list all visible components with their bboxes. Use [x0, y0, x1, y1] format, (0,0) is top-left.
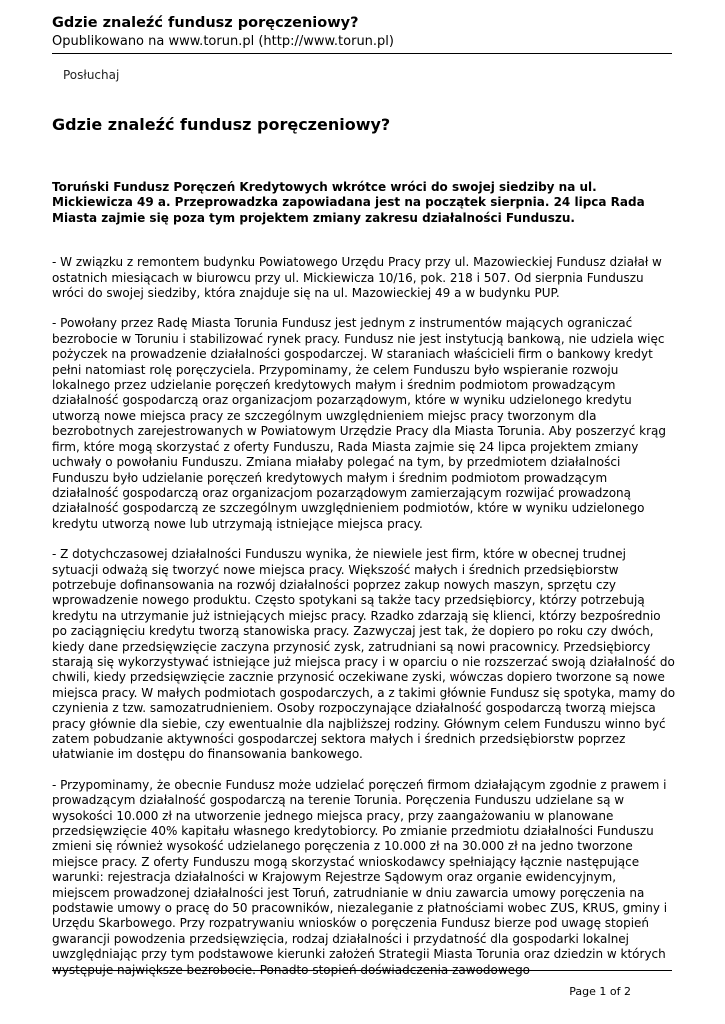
- article-paragraph: - Przypominamy, że obecnie Fundusz może udzielać poręczeń firmom działającym zgodnie z prawem i prowadzącym działalność gospodarczą na terenie Torunia. Poręczenia Funduszu udzielane są w wysokości 10.000 zł na utworzenie jednego miejsca pracy, przy zaangażowaniu w planowane przedsięwzięcie 40% kapitału własnego kredytobiorcy. Po zmianie przedmiotu działalności Funduszu zmieni się również wysokość udzielanego poręczenia z 10.000 zł na 30.000 zł na jedno tworzone miejsce pracy. Z oferty Funduszu mogą skorzystać wnioskodawcy spełniający łącznie następujące warunki: rejestracja działalności w Krajowym Rejestrze Sądowym oraz organie ewidencyjnym, miejscem prowadzonej działalności jest Toruń, zatrudnianie w dniu zawarcia umowy poręczenia na podstawie umowy o pracę do 50 pracowników, niezaleganie z płatnościami wobec ZUS, KRUS, gminy i Urzędu Skarbowego. Przy rozpatrywaniu wniosków o poręczenia Fundusz bierze pod uwagę stopień gwarancji powodzenia przedsięwzięcia, rodzaj działalności i przydatność dla gospodarki lokalnej uwzględniając przy tym podstawowe kierunki założeń Strategii Miasta Torunia oraz dziedzin w których występuje największe bezrobocie. Ponadto stopień doświadczenia zawodowego: [52, 777, 668, 977]
- article-lead: Toruński Fundusz Poręczeń Kredytowych wkrótce wróci do swojej siedziby na ul. Mickiewicza 49 a. Przeprowadzka zapowiadana jest na początek sierpnia. 24 lipca Rada Miasta zajmie się poza tym projektem zmiany zakresu działalności Funduszu.: [52, 180, 645, 225]
- article-body: [52, 180, 676, 993]
- article-paragraph: - Powołany przez Radę Miasta Torunia Fundusz jest jednym z instrumentów mających ograniczać bezrobocie w Toruniu i stabilizować rynek pracy. Fundusz nie jest instytucją bankową, nie udziela więc pożyczek na prowadzenie działalności gospodarczej. W staraniach właścicieli firm o bankowy kredyt pełni natomiast rolę poręczyciela. Przypominamy, że celem Funduszu było wspieranie rozwoju lokalnego przez udzielanie poręczeń kredytowych małym i średnim podmiotom prowadzącym działalność gospodarczą oraz organizacjom pozarządowym, które w wyniku udzielonego kredytu utworzą nowe miejsca pracy ze szczególnym uwzględnieniem miejsc pracy tworzonym dla bezrobotnych zarejestrowanych w Powiatowym Urzędzie Pracy dla Miasta Torunia. Aby poszerzyć krąg firm, które mogą skorzystać z oferty Funduszu, Rada Miasta zajmie się 24 lipca projektem zmiany uchwały o powołaniu Funduszu. Zmiana miałaby polegać na tym, by przedmiotem działalności Funduszu było udzielanie poręczeń kredytowych małym i średnim podmiotom prowadzącym działalność gospodarczą oraz organizacjom pozarządowym zamierzającym rozwijać prowadzoną działalność gospodarczą ze szczególnym uwzględnieniem podmiotów, które w wyniku udzielonego kredytu utworzą nowe lub utrzymają istniejące miejsca pracy.: [52, 316, 667, 531]
- article-paragraph: - Z dotychczasowej działalności Funduszu wynika, że niewiele jest firm, które w obecnej trudnej sytuacji odważą się tworzyć nowe miejsca pracy. Większość małych i średnich przedsiębiorstw potrzebuje dofinansowania na rozwój działalności poprzez zakup nowych maszyn, sprzętu czy wprowadzenie nowego produktu. Często spotykani są także tacy przedsiębiorcy, którzy potrzebują kredytu na utrzymanie już istniejących miejsc pracy. Rzadko zdarzają się klienci, którzy bezpośrednio po zaciągnięciu kredytu tworzą stanowiska pracy. Zazwyczaj jest tak, że dopiero po roku czy dwóch, kiedy dane przedsięwzięcie zaczyna przynosić zysk, zatrudniani są nowi pracownicy. Przedsiębiorcy starają się wykorzystywać istniejące już miejsca pracy i w oparciu o nie rozszerzać swoją działalność do chwili, kiedy przedsięwzięcie zacznie przynosić oczekiwane zyski, wówczas dopiero tworzone są nowe miejsca pracy. W małych podmiotach gospodarczych, a z takimi głównie Fundusz się spotyka, mamy do czynienia z tzw. samozatrudnieniem. Osoby rozpoczynające działalność gospodarczą tworzą miejsca pracy głównie dla siebie, czy ewentualnie dla najbliższej rodziny. Głównym celem Funduszu winno być zatem pobudzanie aktywności gospodarczej sektora małych i średnich przedsiębiorstw poprzez ułatwianie im dostępu do finansowania bankowego.: [52, 547, 676, 762]
- footer-divider: [52, 970, 672, 971]
- page-number: Page 1 of 2: [569, 985, 631, 998]
- listen-button[interactable]: Posłuchaj: [63, 68, 120, 82]
- header-divider: [52, 53, 672, 54]
- header-title: Gdzie znaleźć fundusz poręczeniowy?: [52, 15, 359, 31]
- published-on-line: Opublikowano na www.torun.pl (http://www.torun.pl): [52, 34, 394, 49]
- page-title: Gdzie znaleźć fundusz poręczeniowy?: [52, 115, 391, 134]
- article-paragraph: - W związku z remontem budynku Powiatowego Urzędu Pracy przy ul. Mazowieckiej Fundusz działał w ostatnich miesiącach w biurowcu przy ul. Mickiewicza 10/16, pok. 218 i 507. Od sierpnia Funduszu wróci do swojej siedziby, która znajduje się na ul. Mazowieckiej 49 a w budynku PUP.: [52, 255, 662, 301]
